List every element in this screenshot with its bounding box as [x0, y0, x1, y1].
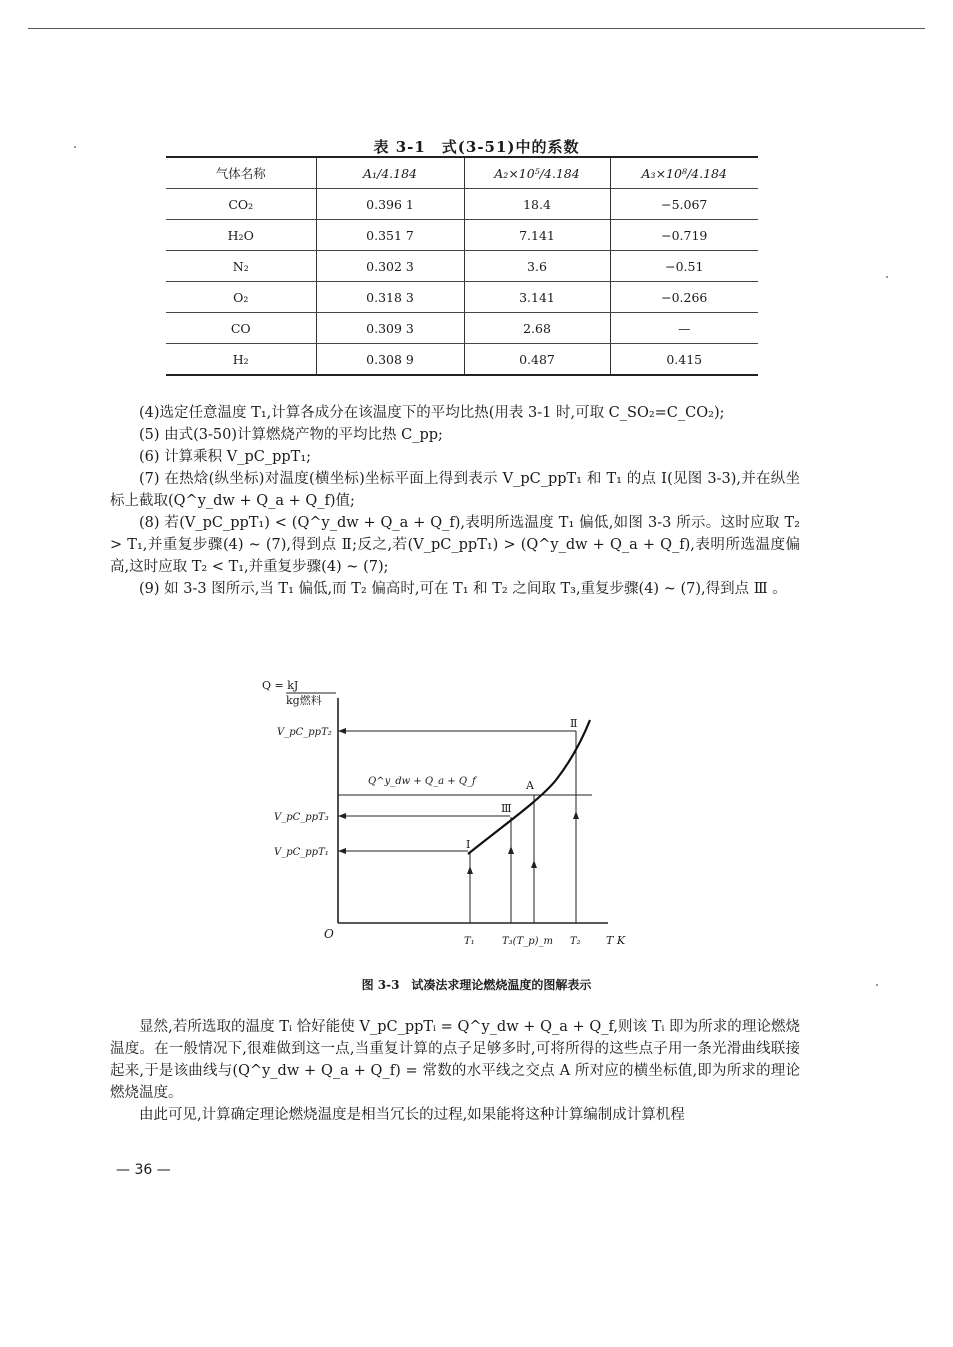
step-paragraph: (7) 在热焓(纵坐标)对温度(横坐标)坐标平面上得到表示 V_pC_ppT₁ 和 T₁ 的点 Ⅰ(见图 3-3),并在纵坐标上截取(Q^y_dw + Q_a + Q_f)值; [110, 471, 800, 509]
table-cell: 0.415 [610, 344, 758, 376]
table-cell: O₂ [166, 282, 316, 313]
table-cell: 0.309 3 [316, 313, 464, 344]
arrow-icon [338, 813, 346, 819]
origin-label: O [324, 927, 334, 941]
table-row [166, 282, 758, 313]
table-cell: −0.266 [610, 282, 758, 313]
arrow-icon [338, 728, 346, 734]
table-cell: 7.141 [464, 220, 610, 251]
x-label-t3: T₃(T_p)_m [502, 936, 554, 947]
table-row [166, 251, 758, 282]
table-cell: 0.308 9 [316, 344, 464, 376]
arrow-icon [467, 866, 473, 874]
table-cell: 0.351 7 [316, 220, 464, 251]
table-cell: −0.51 [610, 251, 758, 282]
table-header-row [166, 157, 758, 189]
step-paragraph: (8) 若(V_pC_ppT₁) < (Q^y_dw + Q_a + Q_f),表明所选温度 T₁ 偏低,如图 3-3 所示。这时应取 T₂ > T₁,并重复步骤(4) ~ (7),得到点 Ⅱ;反之,若(V_pC_ppT₁) > (Q^y_dw + Q_a + Q_f),表明所选温度偏高,这时应取 T₂ < T₁,并重复步骤(4) ~ (7); [110, 515, 800, 575]
table-cell: N₂ [166, 251, 316, 282]
point-label-a: A [526, 779, 534, 792]
step-paragraph: (5) 由式(3-50)计算燃烧产物的平均比热 C_pp; [139, 427, 443, 443]
table-cell: — [610, 313, 758, 344]
table-caption: 表 3-1 式(3-51)中的系数 [373, 138, 580, 156]
table-row [166, 220, 758, 251]
table-cell: CO [166, 313, 316, 344]
y-axis-title: Q = kJ [262, 679, 299, 692]
table-cell: 3.141 [464, 282, 610, 313]
point-label-ii: Ⅱ [570, 717, 578, 730]
table-cell: 0.302 3 [316, 251, 464, 282]
y-label-t3: V_pC_ppT₃ [274, 812, 329, 823]
table-cell: 0.318 3 [316, 282, 464, 313]
y-label-t1: V_pC_ppT₁ [274, 847, 329, 858]
table-cell: −5.067 [610, 189, 758, 220]
step-paragraph: (6) 计算乘积 V_pC_ppT₁; [139, 449, 312, 465]
table-cell: CO₂ [166, 189, 316, 220]
closing-paragraphs [110, 1016, 800, 1126]
table-row [166, 344, 758, 376]
point-label-i: Ⅰ [466, 838, 471, 851]
table-cell: 0.487 [464, 344, 610, 376]
table-cell: 2.68 [464, 313, 610, 344]
table-cell: H₂O [166, 220, 316, 251]
table-cell: −0.719 [610, 220, 758, 251]
table-cell: 0.396 1 [316, 189, 464, 220]
step-paragraph: (4)选定任意温度 T₁,计算各成分在该温度下的平均比热(用表 3-1 时,可取 C_SO₂=C_CO₂); [139, 405, 725, 421]
arrow-icon [573, 811, 579, 819]
x-axis-unit: T K [606, 934, 626, 947]
arrow-icon [508, 846, 514, 854]
page-number: — 36 — [116, 1162, 171, 1178]
step-paragraph: (9) 如 3-3 图所示,当 T₁ 偏低,而 T₂ 偏高时,可在 T₁ 和 T₂ 之间取 T₃,重复步骤(4) ~ (7),得到点 Ⅲ 。 [139, 581, 787, 597]
table-header-cell: A₁/4.184 [316, 157, 464, 189]
table-cell: H₂ [166, 344, 316, 376]
table-header-cell: 气体名称 [166, 157, 316, 189]
arrow-icon [338, 848, 346, 854]
y-label-t2: V_pC_ppT₂ [277, 727, 332, 738]
table-header-cell: A₃×10⁸/4.184 [610, 157, 758, 189]
table-cell: 18.4 [464, 189, 610, 220]
body-paragraph: 由此可见,计算确定理论燃烧温度是相当冗长的过程,如果能将这种计算编制成计算机程 [139, 1107, 685, 1123]
x-label-t2: T₂ [570, 936, 581, 947]
table-row [166, 313, 758, 344]
y-label-heat-input: Q^y_dw + Q_a + Q_f [368, 776, 476, 787]
point-label-iii: Ⅲ [501, 802, 512, 815]
y-axis-title-denominator: kg燃料 [286, 694, 322, 707]
figure-caption: 图 3-3 试凑法求理论燃烧温度的图解表示 [361, 978, 592, 992]
arrow-icon [531, 860, 537, 868]
trial-method-diagram [240, 668, 660, 958]
body-paragraph: 显然,若所选取的温度 Tᵢ 恰好能使 V_pC_ppTᵢ = Q^y_dw + Q_a + Q_f,则该 Tᵢ 即为所求的理论燃烧温度。在一般情况下,很难做到这一点,当重复计算的点子足够多时,可将所得的这些点子用一条光滑曲线联接起来,于是该曲线与(Q^y_dw + Q_a + Q_f) = 常数的水平线之交点 A 所对应的横坐标值,即为所求的理论燃烧温度。 [110, 1019, 800, 1101]
table-row [166, 189, 758, 220]
table-cell: 3.6 [464, 251, 610, 282]
x-label-t1: T₁ [464, 936, 475, 947]
table-header-cell: A₂×10⁵/4.184 [464, 157, 610, 189]
coefficient-table [166, 156, 758, 376]
scan-speck [886, 276, 888, 278]
procedure-steps [110, 402, 800, 600]
page-top-rule [28, 28, 925, 29]
